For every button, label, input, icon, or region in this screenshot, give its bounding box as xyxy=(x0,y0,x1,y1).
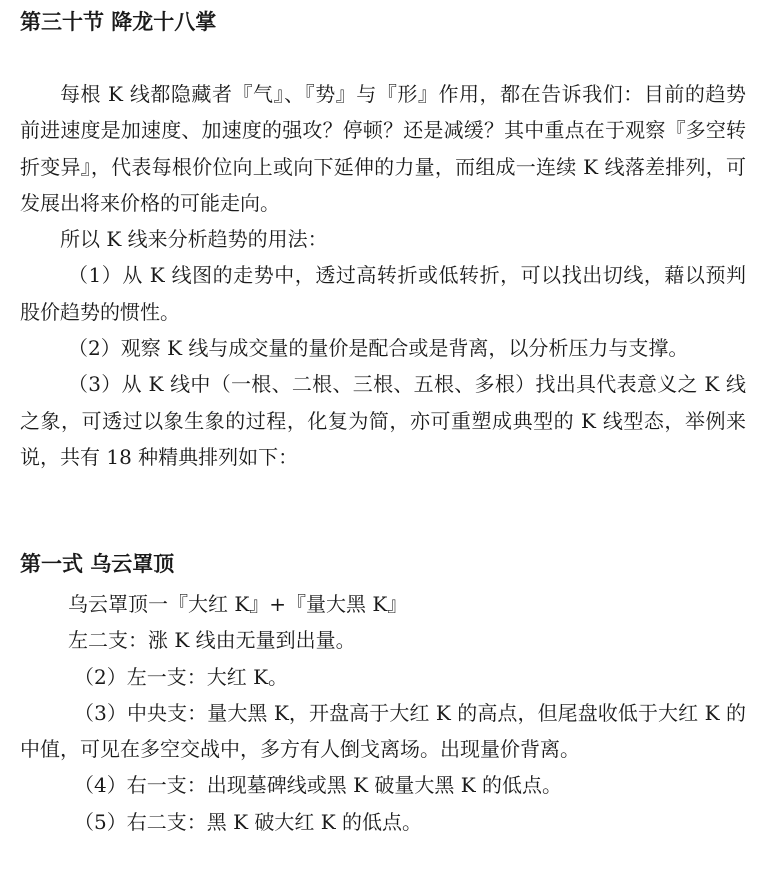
intro-paragraph: 所以 K 线来分析趋势的用法： xyxy=(60,227,328,252)
section-title: 第三十节 降龙十八掌 xyxy=(20,10,217,34)
intro-list-item: （3）从 K 线中（一根、二根、三根、五根、多根）找出具代表意义之 K 线之象，可透过以象生象的过程，化复为简，亦可重塑成典型的 K 线型态，举例来说，共有 18 种精典排列如下： xyxy=(20,372,746,469)
form1-title: 第一式 乌云罩顶 xyxy=(20,552,175,576)
form1-line: （5）右二支：黑 K 破大红 K 的低点。 xyxy=(74,809,423,834)
form1-line: （4）右一支：出现墓碑线或黑 K 破量大黑 K 的低点。 xyxy=(74,773,563,798)
form1-line: （2）左一支：大红 K。 xyxy=(74,664,289,689)
intro-body xyxy=(20,76,746,475)
intro-list-item: （1）从 K 线图的走势中，透过高转折或低转折，可以找出切线，藉以预判股价趋势的惯性。 xyxy=(20,263,746,324)
intro-list-item: （2）观察 K 线与成交量的量价是配合或是背离，以分析压力与支撑。 xyxy=(68,336,689,361)
form1-line: （3）中央支：量大黑 K，开盘高于大红 K 的高点，但尾盘收低于大红 K 的中值，可见在多空交战中，多方有人倒戈离场。出现量价背离。 xyxy=(20,700,746,762)
form1-line: 乌云罩顶一『大红 K』+『量大黑 K』 xyxy=(68,592,408,616)
form1-body xyxy=(20,586,746,840)
intro-paragraph: 每根 K 线都隐藏者『气』、『势』与『形』作用，都在告诉我们：目前的趋势前进速度是加速度、加速度的强攻？停顿？还是减缓？其中重点在于观察『多空转折变异』，代表每根价位向上或向下延伸的力量，而组成一连续 K 线落差排列，可发展出将来价格的可能走向。 xyxy=(20,82,746,215)
form1-line: 左二支：涨 K 线由无量到出量。 xyxy=(68,628,356,653)
